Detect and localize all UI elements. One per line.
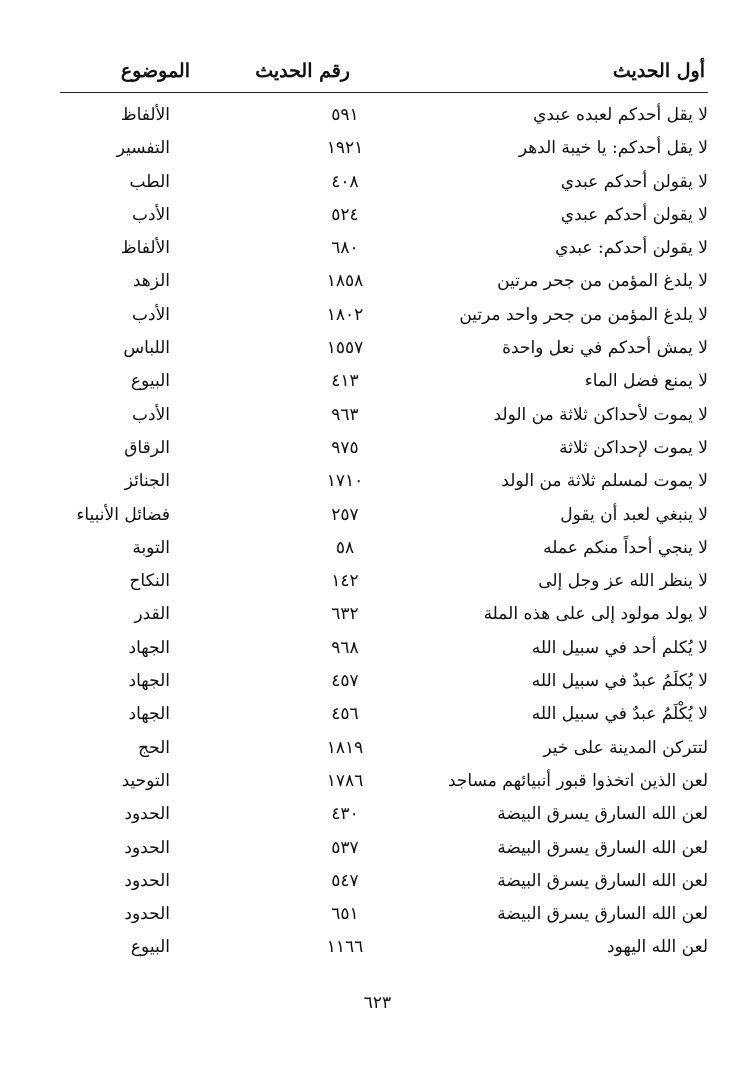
- hadith-first-words: لا يلدغ المؤمن من جحر مرتين: [497, 271, 708, 292]
- hadith-topic: الأدب: [132, 204, 170, 225]
- table-header: [60, 60, 710, 94]
- hadith-first-words: لا يمش أحدكم في نعل واحدة: [502, 338, 708, 359]
- hadith-topic: القدر: [134, 604, 170, 625]
- table-row: [60, 901, 710, 934]
- hadith-first-words: لعن الله السارق يسرق البيضة: [497, 837, 708, 858]
- hadith-number: ٦٨٠: [331, 238, 359, 259]
- table-row: [60, 435, 710, 468]
- hadith-first-words: لعن الله السارق يسرق البيضة: [497, 870, 708, 891]
- table-row: [60, 701, 710, 734]
- hadith-first-words: لا يقل أحدكم لعبده عبدي: [533, 105, 708, 125]
- table-row: [60, 268, 710, 301]
- hadith-topic: الحدود: [124, 837, 170, 858]
- hadith-first-words: لا يمنع فضل الماء: [584, 371, 708, 392]
- hadith-first-words: لا يموت لأحداكن ثلاثة من الولد: [493, 404, 708, 425]
- hadith-first-words: لا يُكلَمُ عبدٌ في سبيل الله: [531, 671, 708, 692]
- hadith-number: ٦٥١: [331, 904, 359, 925]
- header-topic: الموضوع: [120, 60, 190, 82]
- hadith-number: ٤٠٨: [331, 171, 359, 192]
- hadith-topic: البيوع: [130, 937, 170, 958]
- hadith-topic: الجنائز: [124, 471, 170, 492]
- table-row: [60, 568, 710, 601]
- hadith-first-words: لا يقولن أحدكم عبدي: [560, 204, 708, 225]
- table-row: [60, 868, 710, 901]
- header-hadith-number: رقم الحديث: [255, 60, 350, 82]
- hadith-topic: التوحيد: [121, 770, 170, 791]
- hadith-first-words: لتتركن المدينة على خير: [543, 737, 708, 758]
- table-row: [60, 668, 710, 701]
- hadith-number: ٥٢٤: [331, 204, 359, 225]
- hadith-first-words: لا يقولن أحدكم: عبدي: [555, 238, 708, 259]
- hadith-number: ١٥٥٧: [326, 338, 364, 359]
- hadith-topic: الحدود: [124, 904, 170, 925]
- table-row: [60, 768, 710, 801]
- hadith-topic: الألفاظ: [120, 105, 170, 125]
- hadith-first-words: لعن الله السارق يسرق البيضة: [497, 904, 708, 925]
- hadith-topic: البيوع: [130, 371, 170, 392]
- table-row: [60, 735, 710, 768]
- hadith-topic: الرقاق: [124, 437, 170, 458]
- hadith-first-words: لا يلدغ المؤمن من جحر واحد مرتين: [459, 304, 708, 325]
- hadith-topic: النكاح: [129, 571, 170, 592]
- hadith-first-words: لا يموت لمسلم ثلاثة من الولد: [501, 471, 708, 492]
- hadith-first-words: لا يولد مولود إلى على هذه الملة: [483, 604, 708, 625]
- table-row: [60, 302, 710, 335]
- table-row: [60, 835, 710, 868]
- hadith-number: ٩٦٣: [331, 404, 359, 425]
- index-table: [60, 102, 710, 968]
- hadith-first-words: لا ينجي أحداً منكم عمله: [543, 537, 708, 558]
- table-row: [60, 934, 710, 967]
- hadith-number: ٥٩١: [331, 105, 359, 125]
- header-first-words: أول الحديث: [612, 60, 705, 82]
- table-row: [60, 801, 710, 834]
- hadith-first-words: لعن الله السارق يسرق البيضة: [497, 804, 708, 825]
- hadith-number: ١٩٢١: [326, 138, 364, 159]
- hadith-topic: التوبة: [132, 537, 170, 558]
- hadith-number: ٥٣٧: [331, 837, 359, 858]
- hadith-number: ١٧٨٦: [326, 770, 364, 791]
- table-row: [60, 235, 710, 268]
- hadith-topic: الألفاظ: [120, 238, 170, 259]
- hadith-number: ١٧١٠: [326, 471, 364, 492]
- table-row: [60, 402, 710, 435]
- hadith-first-words: لا يُكلم أحد في سبيل الله: [531, 637, 708, 658]
- hadith-number: ٥٤٧: [331, 870, 359, 891]
- hadith-number: ٥٨: [335, 537, 355, 558]
- hadith-topic: اللباس: [123, 338, 170, 359]
- hadith-number: ٦٣٢: [331, 604, 359, 625]
- hadith-topic: الحدود: [124, 870, 170, 891]
- header-divider: [60, 92, 708, 93]
- hadith-number: ١٤٢: [331, 571, 359, 592]
- page-number: ٦٢٣: [363, 993, 392, 1013]
- hadith-topic: الزهد: [132, 271, 170, 292]
- hadith-number: ٩٧٥: [331, 437, 359, 458]
- table-row: [60, 135, 710, 168]
- hadith-number: ١٨٠٢: [326, 304, 364, 325]
- hadith-topic: الجهاد: [128, 704, 170, 725]
- hadith-topic: الطب: [129, 171, 170, 192]
- hadith-number: ١٨٥٨: [326, 271, 364, 292]
- hadith-number: ١١٦٦: [326, 937, 364, 958]
- hadith-number: ٤٣٠: [331, 804, 359, 825]
- hadith-first-words: لا يقل أحدكم: يا خيبة الدهر: [518, 138, 708, 159]
- table-row: [60, 502, 710, 535]
- hadith-topic: الجهاد: [128, 637, 170, 658]
- table-row: [60, 635, 710, 668]
- hadith-first-words: لا ينظر الله عز وجل إلى: [538, 571, 708, 592]
- hadith-number: ٢٥٧: [331, 504, 359, 525]
- table-row: [60, 202, 710, 235]
- hadith-first-words: لا يموت لإحداكن ثلاثة: [559, 437, 708, 458]
- hadith-number: ٤٥٧: [331, 671, 359, 692]
- hadith-number: ١٨١٩: [326, 737, 364, 758]
- hadith-first-words: لا يُكْلَمُ عبدٌ في سبيل الله: [531, 704, 708, 725]
- hadith-topic: الجهاد: [128, 671, 170, 692]
- hadith-first-words: لا ينبغي لعبد أن يقول: [560, 504, 708, 525]
- table-row: [60, 601, 710, 634]
- hadith-topic: الأدب: [132, 404, 170, 425]
- hadith-topic: الحدود: [124, 804, 170, 825]
- table-row: [60, 169, 710, 202]
- hadith-first-words: لا يقولن أحدكم عبدي: [560, 171, 708, 192]
- hadith-topic: فضائل الأنبياء: [76, 504, 170, 525]
- hadith-topic: التفسير: [116, 138, 170, 159]
- hadith-number: ٩٦٨: [331, 637, 359, 658]
- table-row: [60, 535, 710, 568]
- hadith-first-words: لعن الذين اتخذوا قبور أنبيائهم مساجد: [447, 770, 708, 791]
- hadith-topic: الحج: [138, 737, 170, 758]
- table-row: [60, 468, 710, 501]
- hadith-number: ٤١٣: [331, 371, 359, 392]
- table-row: [60, 368, 710, 401]
- hadith-number: ٤٥٦: [331, 704, 359, 725]
- table-row: [60, 335, 710, 368]
- hadith-first-words: لعن الله اليهود: [607, 937, 708, 958]
- hadith-topic: الأدب: [132, 304, 170, 325]
- table-row: [60, 102, 710, 135]
